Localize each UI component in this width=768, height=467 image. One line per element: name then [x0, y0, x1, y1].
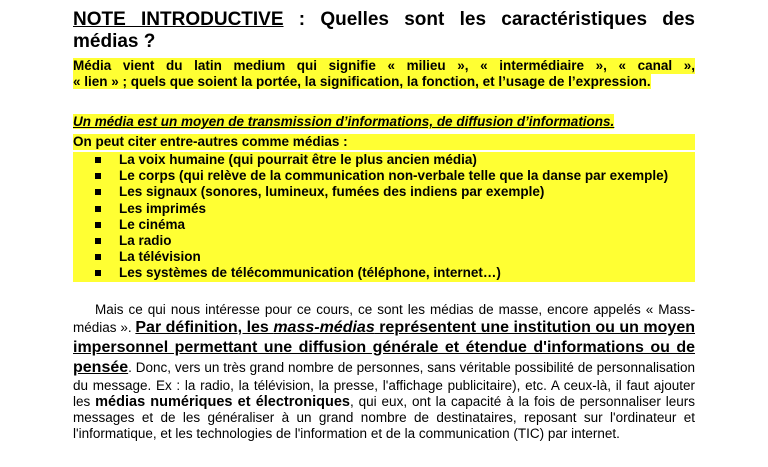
title-question: : Quelles sont les caractéristiques des médias ?	[73, 9, 695, 52]
mass-media-explanation: . Donc, vers un très grand nombre de personnes, sans véritable possibilité de personnalisation du message. Ex : la radio, la télévision, la presse, l'affichage publicitaire), etc. A ceux-là, il faut ajouter les	[73, 360, 695, 409]
mass-media-paragraph	[73, 302, 695, 442]
mass-medias-term: mass-médias	[273, 319, 375, 336]
list-item: La radio	[73, 233, 695, 249]
media-list	[73, 152, 695, 282]
bullet-icon	[95, 270, 101, 276]
list-item: Le cinéma	[73, 217, 695, 233]
intro-line-2: « lien » ; quels que soient la portée, la signification, la fonction, et l’usage de l’expression.	[73, 74, 651, 89]
list-item: La télévision	[73, 249, 695, 265]
list-item: Les signaux (sonores, lumineux, fumées des indiens par exemple)	[73, 184, 695, 200]
bullet-icon	[95, 222, 101, 228]
intro-line-1: Média vient du latin medium qui signifie « milieu », « intermédiaire », « canal »,	[73, 58, 695, 73]
bullet-icon	[95, 238, 101, 244]
bullet-icon	[95, 254, 101, 260]
definition-text: Un média est un moyen de transmission d’informations, de diffusion d’informations.	[73, 114, 615, 129]
digital-media-explanation: , qui eux, ont la capacité à la fois de personnaliser leurs messages et de les généraliser à un grand nombre de destinataires, reposant sur l'ordinateur et l'informatique, et les technologies de l'information et de la communication (TIC) par internet.	[73, 394, 695, 441]
bullet-icon	[95, 206, 101, 212]
document-title	[73, 9, 695, 53]
list-intro-text: On peut citer entre-autres comme médias :	[73, 134, 695, 150]
bullet-icon	[95, 189, 101, 195]
list-intro-paragraph	[73, 134, 695, 150]
bullet-icon	[95, 157, 101, 163]
bullet-icon	[95, 173, 101, 179]
intro-paragraph	[73, 58, 695, 90]
digital-media-term: médias numériques et électroniques	[95, 394, 350, 410]
list-item: Les systèmes de télécommunication (téléphone, internet…)	[73, 265, 695, 281]
mass-media-intro: Mais ce qui nous intéresse pour ce cours, ce sont les médias de masse, encore appelés « Mass-médias ».	[73, 302, 695, 335]
definition-lead: Par définition, les	[135, 319, 274, 336]
list-item: Le corps (qui relève de la communication non-verbale telle que la danse par exemple)	[73, 168, 695, 184]
list-item: Les imprimés	[73, 201, 695, 217]
title-heading: NOTE INTRODUCTIVE	[73, 9, 284, 30]
definition-paragraph	[73, 114, 695, 130]
list-item: La voix humaine (qui pourrait être le plus ancien média)	[73, 152, 695, 168]
mass-media-definition: représentent une institution ou un moyen impersonnel permettant une diffusion générale et étendue d'informations ou de pensée	[73, 319, 696, 376]
